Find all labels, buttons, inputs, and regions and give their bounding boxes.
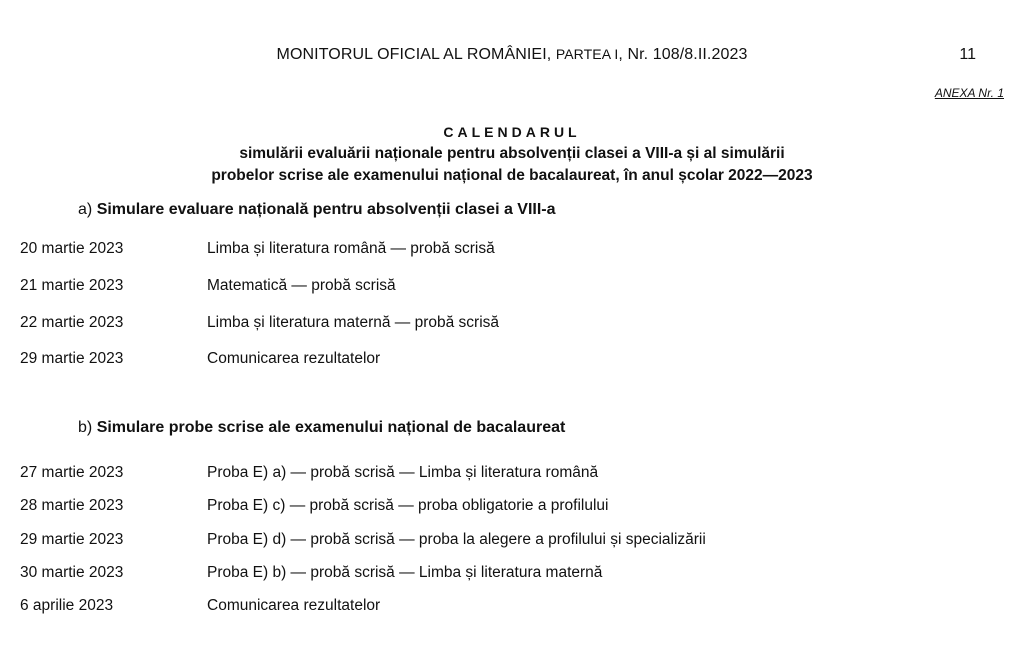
section-b-title: Simulare probe scrise ale examenului național de bacalaureat [96,419,566,436]
table-row [0,277,1024,299]
table-row [0,531,1024,553]
row-description: Proba E) b) — probă scrisă — Limba și literatura maternă [207,564,603,581]
row-date: 21 martie 2023 [20,277,124,294]
title-line-1: CALENDARUL [443,124,581,140]
section-a-heading [78,201,556,219]
table-row [0,350,1024,372]
row-description: Limba și literatura română — probă scrisă [207,240,495,257]
title-line-2: simulării evaluării naționale pentru absolvenții clasei a VIII-a și al simulării [239,145,785,162]
publication-title [0,46,1024,64]
section-a-letter: a) [78,201,93,218]
row-date: 29 martie 2023 [20,350,124,367]
title-line-3: probelor scrise ale examenului național de bacalaureat, în anul școlar 2022—2023 [211,167,813,184]
row-date: 27 martie 2023 [20,464,124,481]
section-a-title: Simulare evaluare națională pentru absolvenții clasei a VIII-a [96,201,556,218]
publication-name: MONITORUL OFICIAL AL ROMÂNIEI, [276,46,552,63]
page-header [0,46,1024,70]
table-row [0,314,1024,336]
row-description: Proba E) d) — probă scrisă — proba la alegere a profilului și specializării [207,531,706,548]
row-date: 28 martie 2023 [20,497,124,514]
row-date: 20 martie 2023 [20,240,124,257]
section-b-letter: b) [78,419,93,436]
row-description: Comunicarea rezultatelor [207,597,381,614]
publication-issue: , Nr. 108/8.II.2023 [618,46,748,63]
annex-label: ANEXA Nr. 1 [934,86,1004,100]
table-row [0,464,1024,486]
row-description: Proba E) a) — probă scrisă — Limba și literatura română [207,464,599,481]
row-date: 6 aprilie 2023 [20,597,114,614]
section-b-heading [78,419,565,437]
row-description: Matematică — probă scrisă [207,277,396,294]
table-row [0,497,1024,519]
table-row [0,597,1024,619]
publication-part: PARTEA I [555,46,619,62]
row-description: Proba E) c) — probă scrisă — proba obligatorie a profilului [207,497,609,514]
row-date: 22 martie 2023 [20,314,124,331]
page-number: 11 [959,46,976,63]
row-date: 30 martie 2023 [20,564,124,581]
table-row [0,564,1024,586]
row-date: 29 martie 2023 [20,531,124,548]
row-description: Limba și literatura maternă — probă scrisă [207,314,500,331]
table-row [0,240,1024,262]
document-title [0,121,1024,187]
row-description: Comunicarea rezultatelor [207,350,381,367]
